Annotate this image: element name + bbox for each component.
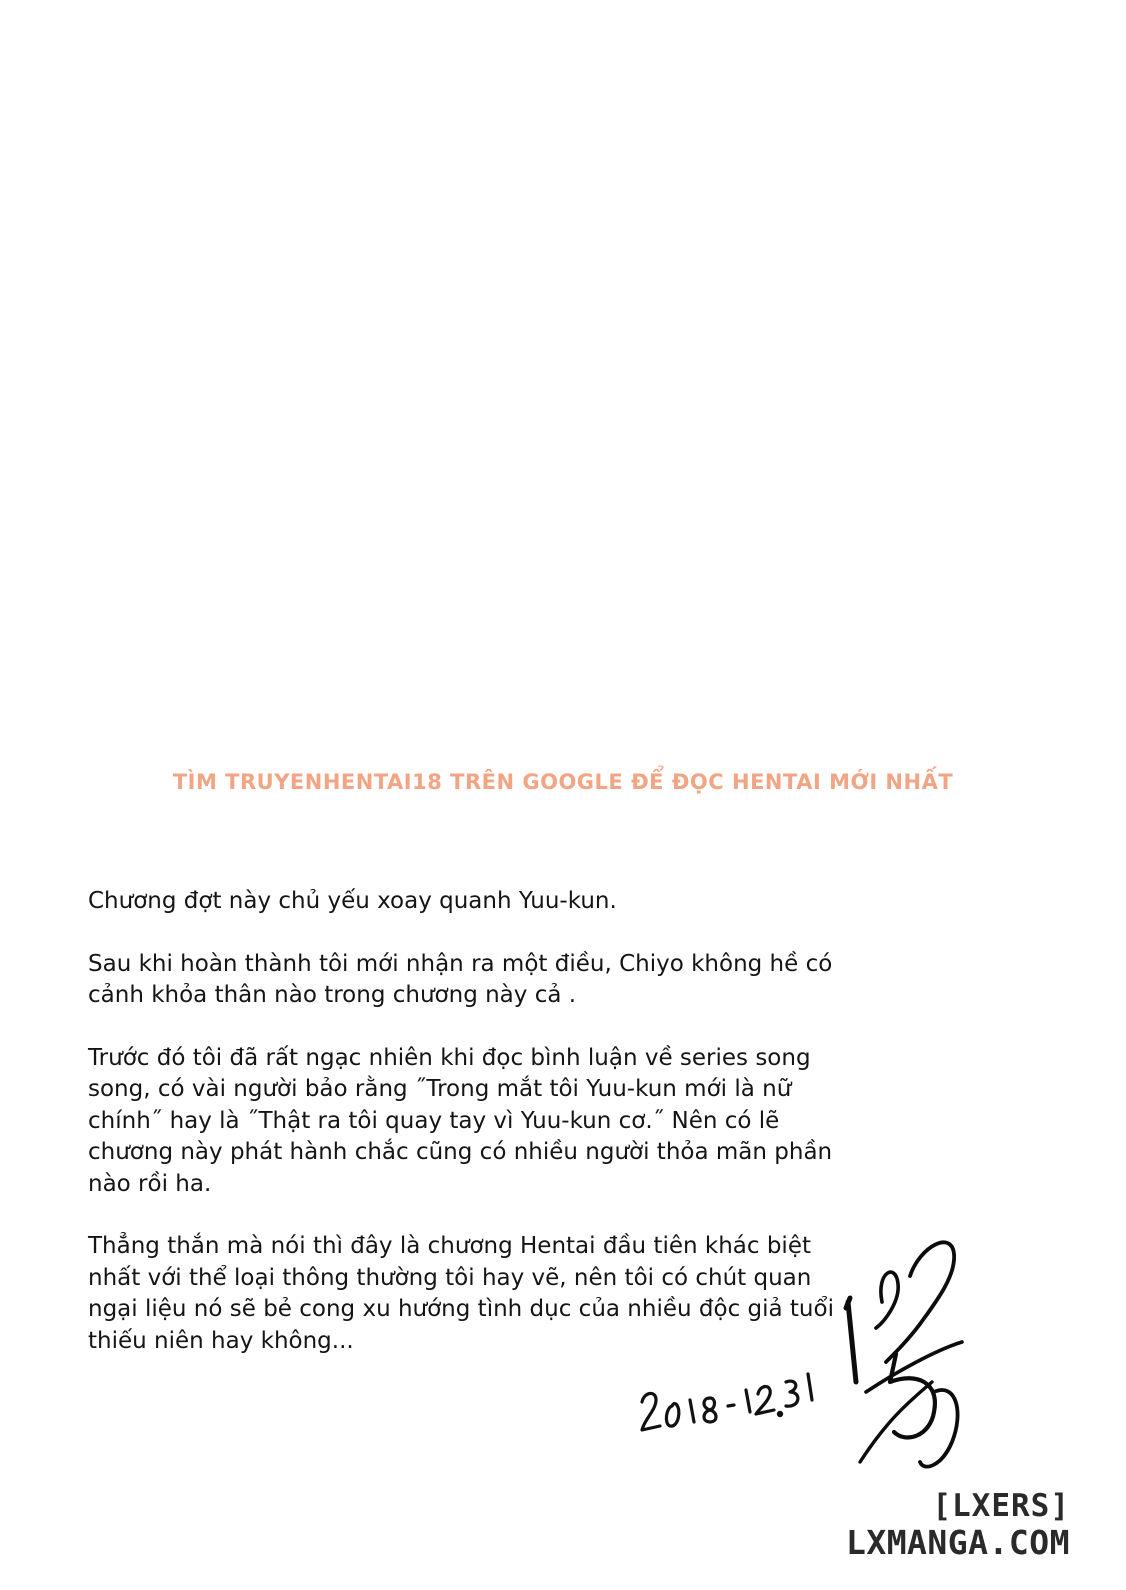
afterword-paragraph-2: Sau khi hoàn thành tôi mới nhận ra một điều, Chiyo không hề có cảnh khỏa thân nào trong chương này cả .: [88, 950, 833, 1008]
watermark-banner: TÌM TRUYENHENTAI18 TRÊN GOOGLE ĐỂ ĐỌC HENTAI MỚI NHẤT: [172, 770, 954, 794]
scanlator-site-url: LXMANGA.COM: [845, 1523, 1070, 1562]
handwritten-date-drawing: [638, 1360, 818, 1440]
scanlator-group-name: [LXERS]: [932, 1488, 1070, 1524]
scanlator-credit: [846, 1488, 1070, 1562]
handwritten-signature-drawing: [836, 1232, 976, 1482]
afterword-paragraph-4: Thẳng thắn mà nói thì đây là chương Hentai đầu tiên khác biệt nhất với thể loại thông thường tôi hay vẽ, nên tôi có chút quan ngại liệu nó sẽ bẻ cong xu hướng tình dục của nhiều độc giả tuổi thiếu niên hay không...: [88, 1233, 834, 1354]
afterword-text: [88, 886, 858, 1388]
afterword-paragraph-1: Chương đợt này chủ yếu xoay quanh Yuu-kun.: [88, 888, 617, 914]
handwritten-date: [638, 1360, 818, 1440]
handwritten-signature: [836, 1232, 976, 1482]
afterword-paragraph-3: Trước đó tôi đã rất ngạc nhiên khi đọc bình luận về series song song, có vài người bảo rằng ˝Trong mắt tôi Yuu-kun mới là nữ chính˝ hay là ˝Thật ra tôi quay tay vì Yuu-kun cơ.˝ Nên có lẽ chương này phát hành chắc cũng có nhiều người thỏa mãn phần nào rồi ha.: [88, 1044, 833, 1197]
